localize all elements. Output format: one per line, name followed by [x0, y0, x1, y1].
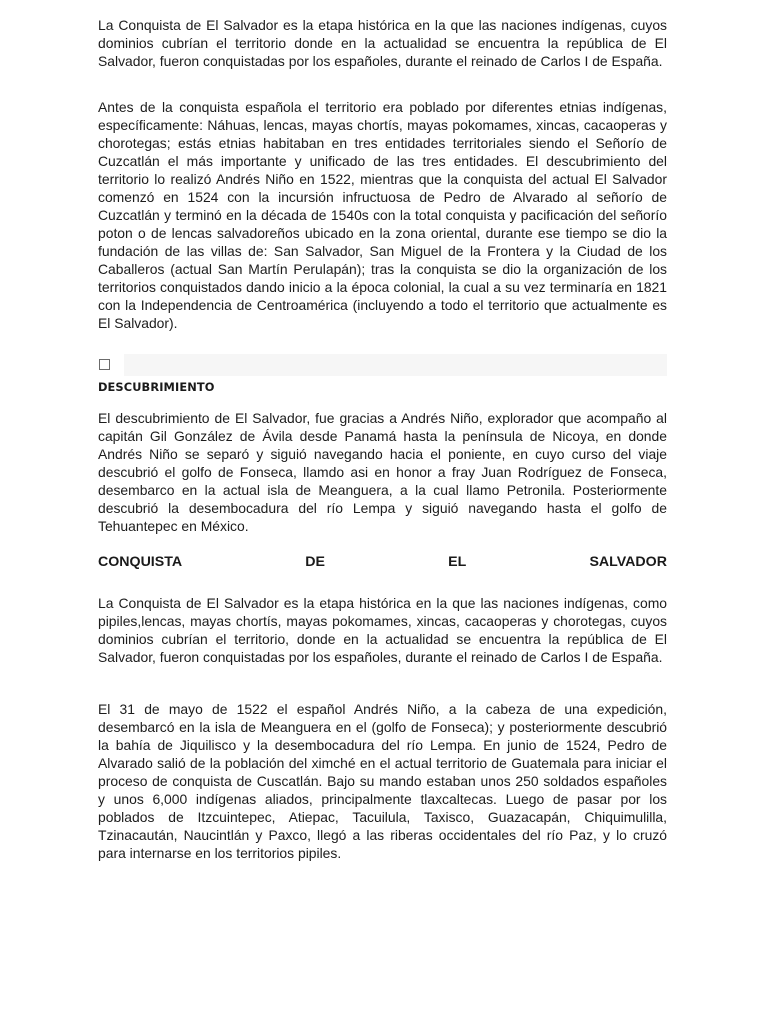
checkbox-icon[interactable] [99, 359, 110, 370]
paragraph-conquest-intro: La Conquista de El Salvador es la etapa histórica en la que las naciones indígenas, como pipiles,lencas, mayas chortís, mayas pokomames, xincas, cacaoperas y chorotegas, cuyos dominios cubrían el territorio, donde en la actualidad se encuentra la república de El Salvador, fueron conquistadas por los españoles, durante el reinado de Carlos I de España. [98, 595, 667, 665]
paragraph-intro: La Conquista de El Salvador es la etapa histórica en la que las naciones indígenas, cuyos dominios cubrían el territorio donde en la actualidad se encuentra la república de El Salvador, fueron conquistadas por los españoles, durante el reinado de Carlos I de España. [98, 17, 667, 69]
heading-word: SALVADOR [589, 554, 667, 570]
shaded-bar [124, 354, 667, 376]
heading-word: DE [305, 554, 325, 570]
history-section [98, 98, 667, 332]
heading-word: CONQUISTA [98, 554, 183, 570]
heading-conquista [98, 554, 667, 570]
paragraph-conquest-detail: El 31 de mayo de 1522 el español Andrés Niño, a la cabeza de una expedición, desembarcó en la isla de Meanguera en el (golfo de Fonseca); y posteriormente descubrió la bahía de Jiquilisco y la desembocadura del río Lempa. En junio de 1524, Pedro de Alvarado salió de la población del ximché en el actual territorio de Guatemala para iniciar el proceso de conquista de Cuscatlán. Bajo su mando estaban unos 250 soldados españoles y unos 6,000 indígenas aliados, principalmente tlaxcaltecas. Luego de pasar por los poblados de Itzcuintepec, Atiepac, Tacuilula, Taxisco, Guazacapán, Chiquimulilla, Tzinacaután, Naucintlán y Paxco, llegó a las riberas occidentales del río Paz, y lo cruzó para internarse en los territorios pipiles. [98, 701, 667, 861]
intro-section [98, 16, 667, 70]
conquest-detail-section [98, 700, 667, 862]
checkbox-row [98, 354, 667, 376]
heading-descubrimiento: DESCUBRIMIENTO [98, 380, 215, 394]
discovery-section [98, 409, 667, 535]
conquest-intro-section [98, 594, 667, 666]
paragraph-discovery: El descubrimiento de El Salvador, fue gracias a Andrés Niño, explorador que acompaño al capitán Gil González de Ávila desde Panamá hasta la península de Nicoya, en donde Andrés Niño se separó y siguió navegando hacia el poniente, en cuyo curso del viaje descubrió el golfo de Fonseca, llamdo asi en honor a fray Juan Rodríguez de Fonseca, desembarco en la actual isla de Meanguera, a la cual llamo Petronila. Posteriormente descubrió la desembocadura del río Lempa y siguió navegando hasta el golfo de Tehuantepec en México. [98, 410, 667, 534]
paragraph-history: Antes de la conquista española el territorio era poblado por diferentes etnias indígenas, específicamente: Náhuas, lencas, mayas chortís, mayas pokomames, xincas, cacaoperas y chorotegas; estás etnias habitaban en tres entidades territoriales siendo el Señorío de Cuzcatlán el más importante y unificado de las tres entidades. El descubrimiento del territorio lo realizó Andrés Niño en 1522, mientras que la conquista del actual El Salvador comenzó en 1524 con la incursión infructuosa de Pedro de Alvarado al señorío de Cuzcatlán y terminó en la década de 1540s con la total conquista y pacificación del señorío poton o de lencas salvadoreños ubicado en la zona oriental, durante ese tiempo se dio la fundación de las villas de: San Salvador, San Miguel de la Frontera y la Ciudad de los Caballeros (actual San Martín Perulapán); tras la conquista se dio la organización de los territorios conquistados dando inicio a la época colonial, la cual a su vez terminaría en 1821 con la Independencia de Centroamérica (incluyendo a todo el territorio que actualmente es El Salvador). [98, 99, 667, 331]
heading-word: EL [448, 554, 467, 570]
